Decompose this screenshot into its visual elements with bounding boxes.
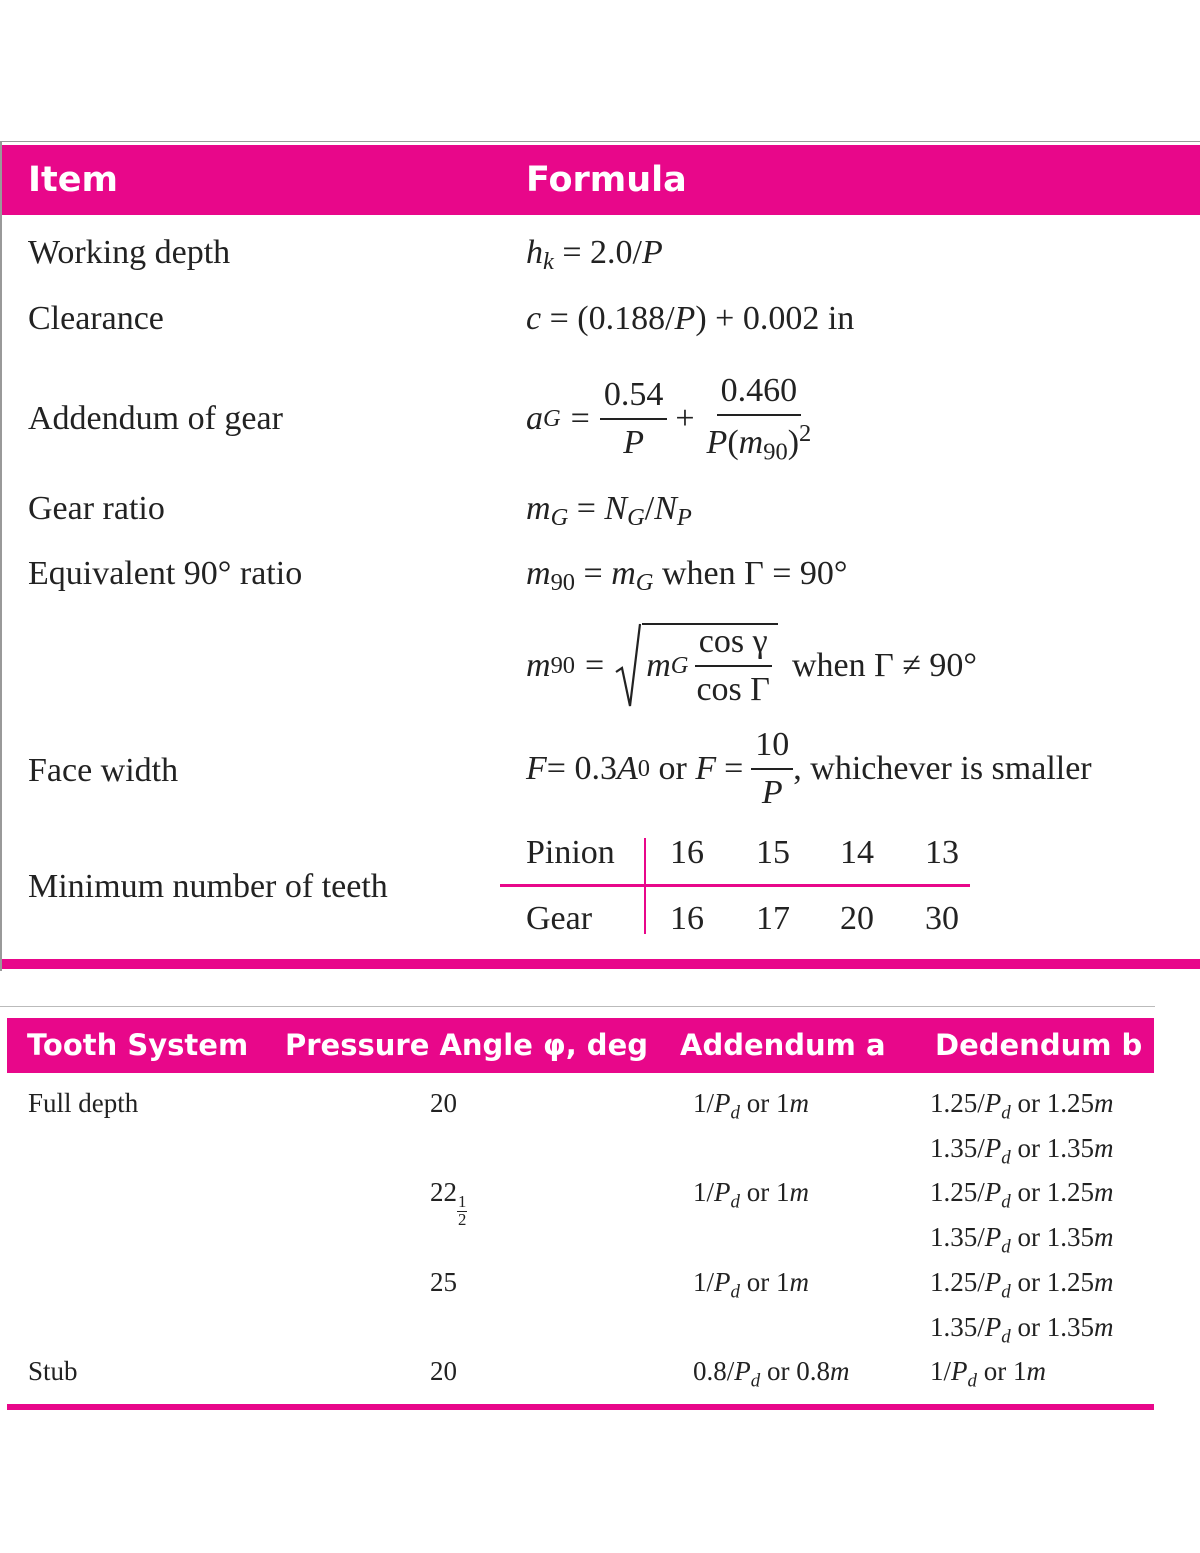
cell-addendum: $1/P_d$ or 1m: [693, 1177, 809, 1213]
table2-top-rule: [0, 1006, 1155, 1007]
cell-dedendum: $1.35/P_d$ or 1.35m: [930, 1133, 1114, 1169]
header-formula: Formula: [526, 160, 687, 200]
gear-teeth-16: 16: [670, 900, 704, 937]
cell-dedendum: $1.25/P_d$ or 1.25m: [930, 1177, 1114, 1213]
header-addendum: Addendum a: [680, 1028, 886, 1062]
label-gear-ratio: Gear ratio: [28, 490, 165, 527]
label-equivalent-ratio: Equivalent 90° ratio: [28, 555, 303, 592]
label-clearance: Clearance: [28, 300, 164, 337]
cell-dedendum: $1.35/P_d$ or 1.35m: [930, 1222, 1114, 1258]
formula-working-depth: $h_k = 2.0/P$: [526, 234, 663, 276]
cell-addendum: $0.8/P_d$ or 0.8m: [693, 1356, 850, 1392]
cell-dedendum: $1.35/P_d$ or 1.35m: [930, 1312, 1114, 1348]
formula-face-width: F = 0.3 A 0 or F = $\frac{10}{P}$ , whichever is smaller: [526, 726, 1092, 811]
cell-pressure-angle: 20: [430, 1088, 457, 1118]
gear-teeth-17: 17: [756, 900, 790, 937]
cell-dedendum: $1.25/P_d$ or 1.25m: [930, 1267, 1114, 1303]
cell-pressure-angle: 22 $\frac{1}{2}$: [430, 1177, 467, 1229]
pinion-teeth-14: 14: [840, 834, 874, 871]
pinion-label: Pinion: [526, 834, 615, 871]
cell-addendum: $1/P_d$ or 1m: [693, 1088, 809, 1124]
label-working-depth: Working depth: [28, 234, 231, 271]
cell-pressure-angle: 25: [430, 1267, 457, 1297]
cell-tooth-system: Stub: [28, 1356, 78, 1386]
fraction-054-over-p: $\frac{0.54}{P}$: [600, 378, 668, 460]
formula-clearance: c = (0.188/P) + 0.002 in: [526, 300, 855, 337]
gear-label: Gear: [526, 900, 593, 937]
cell-addendum: $1/P_d$ or 1m: [693, 1267, 809, 1303]
fraction-0460: $\frac{0.460}{P(m_{90})^2}$: [706, 372, 812, 466]
cell-tooth-system: Full depth: [28, 1088, 139, 1118]
table1-top-rule: [0, 141, 1200, 142]
formula-equivalent-ratio: $m_{90} = m_G$ when Γ = 90°: [526, 555, 848, 597]
cell-dedendum: $1.25/P_d$ or 1.25m: [930, 1088, 1114, 1124]
teeth-horizontal-divider: [500, 884, 970, 887]
header-dedendum: Dedendum b: [935, 1028, 1143, 1062]
fraction-10-over-p: $\frac{10}{P}$: [751, 728, 793, 810]
header-item: Item: [28, 160, 118, 200]
formula-equivalent-ratio-radical: m 90 = m G $\frac{\text{cos γ}}{\text{cos Γ}}$ when Γ ≠ 90°: [526, 623, 977, 708]
formula-addendum: a G = $\frac{0.54}{P}$ + $\frac{0.460}{P(m_{90})^2}$: [526, 374, 815, 465]
radical-sign-icon: [614, 622, 642, 710]
cell-pressure-angle: 20: [430, 1356, 457, 1386]
table1-bottom-rule: [2, 959, 1200, 969]
fraction-cos: $\frac{\text{cos γ}}{\text{cos Γ}}$: [696, 623, 770, 708]
gear-teeth-20: 20: [840, 900, 874, 937]
label-face-width: Face width: [28, 752, 179, 789]
table2-bottom-rule: [7, 1404, 1154, 1410]
pinion-teeth-13: 13: [925, 834, 959, 871]
pinion-teeth-16: 16: [670, 834, 704, 871]
header-tooth-system: Tooth System: [27, 1028, 249, 1062]
formula-gear-ratio: $m_G = N_G/N_P$: [526, 490, 692, 532]
label-addendum-of-gear: Addendum of gear: [28, 400, 283, 437]
label-minimum-teeth: Minimum number of teeth: [28, 868, 388, 905]
table1-left-rule: [0, 141, 2, 971]
gear-teeth-30: 30: [925, 900, 959, 937]
cell-dedendum: $1/P_d$ or 1m: [930, 1356, 1046, 1392]
header-pressure-angle: Pressure Angle φ, deg: [285, 1028, 648, 1062]
pinion-teeth-15: 15: [756, 834, 790, 871]
